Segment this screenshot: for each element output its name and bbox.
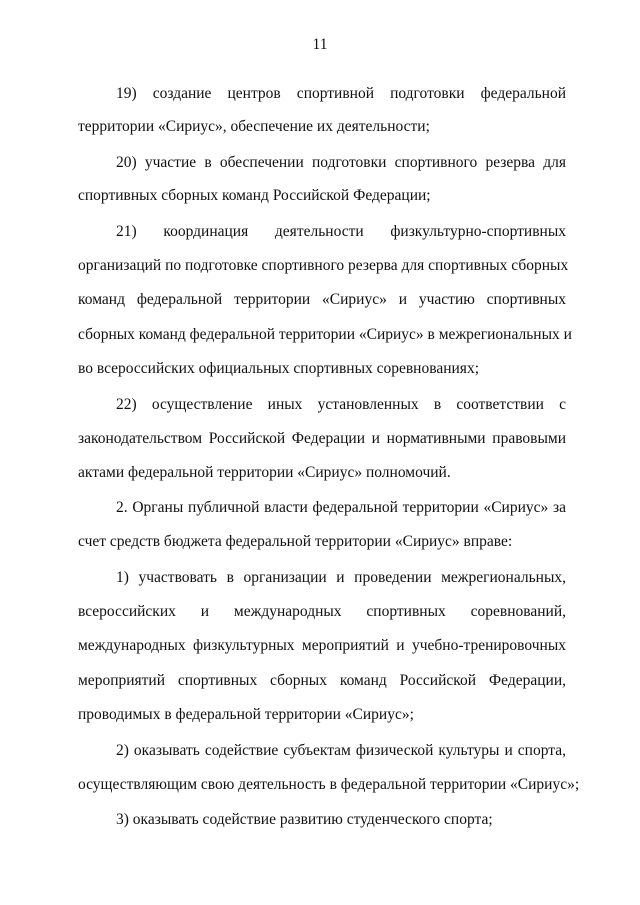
text-line: во всероссийских официальных спортивных соревнованиях; — [78, 360, 479, 377]
text-line: 22) осуществление иных установленных в соответствии с — [116, 396, 566, 413]
text-line: спортивных сборных команд Российской Федерации; — [78, 187, 431, 204]
text-line: проводимых в федеральной территории «Сириус»; — [78, 706, 414, 723]
text-line: 3) оказывать содействие развитию студенческого спорта; — [116, 811, 493, 828]
text-line: 19) создание центров спортивной подготовки федеральной — [116, 85, 566, 102]
text-line: осуществляющим свою деятельность в федеральной территории «Сириус»; — [78, 776, 580, 793]
text-line: 1) участвовать в организации и проведении межрегиональных, — [116, 569, 566, 586]
text-line: счет средств бюджета федеральной территории «Сириус» вправе: — [78, 533, 513, 550]
text-line: актами федеральной территории «Сириус» полномочий. — [78, 464, 451, 481]
text-line: 2. Органы публичной власти федеральной территории «Сириус» за — [116, 499, 566, 516]
page-number: 11 — [312, 36, 328, 53]
text-line: команд федеральной территории «Сириус» и участию спортивных — [78, 291, 566, 308]
text-line: всероссийских и международных спортивных соревнований, — [78, 603, 566, 620]
text-line: 2) оказывать содействие субъектам физической культуры и спорта, — [116, 742, 566, 759]
text-line: организаций по подготовке спортивного резерва для спортивных сборных — [78, 257, 569, 274]
text-line: сборных команд федеральной территории «Сириус» в межрегиональных и — [78, 326, 572, 343]
text-line: мероприятий спортивных сборных команд Российской Федерации, — [78, 672, 566, 689]
text-line: 21) координация деятельности физкультурно-спортивных — [116, 223, 566, 240]
text-line: 20) участие в обеспечении подготовки спортивного резерва для — [116, 154, 566, 171]
text-line: территории «Сириус», обеспечение их деятельности; — [78, 118, 430, 135]
text-line: международных физкультурных мероприятий и учебно-тренировочных — [78, 637, 566, 654]
text-line: законодательством Российской Федерации и нормативными правовыми — [78, 430, 566, 447]
